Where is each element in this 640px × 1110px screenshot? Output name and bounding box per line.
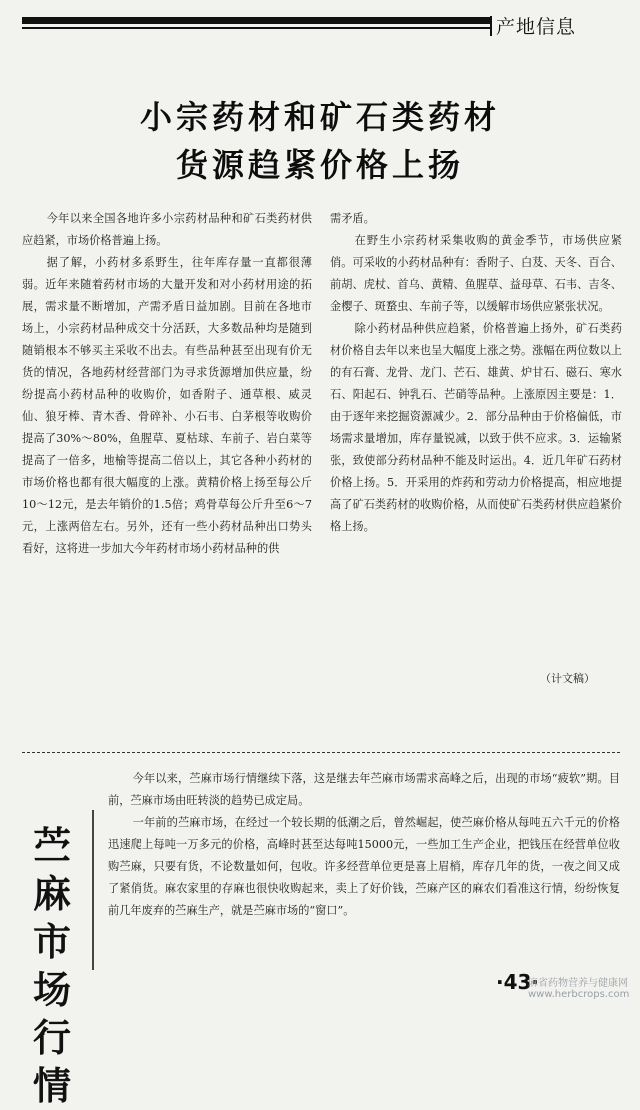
side-title-char: 场 [32,967,71,1012]
ramie-paragraph: 一年前的苎麻市场，在经过一个较长期的低潮之后，曾然崛起，使苎麻价格从每吨五六千元的价格迅速爬上每吨一万多元的价格，高峰时甚至达每吨15000元，一些加工生产企业，把钱压在经营单位收购苎麻，只要有货，不论数量如何，包收。许多经营单位更是喜上眉梢，库存几年的货，一夜之间又成了紧俏货。麻农家里的存麻也很快收购起来，卖上了好价钱，苎麻产区的麻农们看准这行情，纷纷恢复前几年废弃的苎麻生产，就是苎麻市场的“窗口”。 [108,816,620,917]
header-rule-thick [22,17,490,24]
section-divider [22,752,620,753]
watermark-line2: www.herbcrops.com [528,989,630,1000]
article-continuation: 需矛盾。 [330,212,375,225]
header-rule-thin [22,27,490,29]
article-paragraph: 除小药材品种供应趋紧，价格普遍上扬外，矿石类药材价格自去年以来也呈大幅度上涨之势。涨幅在两位数以上的有石膏、龙骨、龙门、芒石、雄黄、炉甘石、磁石、寒水石、阳起石、钟乳石、芒硝等品种。上涨原因主要是：1．由于逐年来挖掘资源减少。2．部分品种由于价格偏低，市场需求量增加，库存量锐减，以致于供不应求。3．运输紧张，致使部分药材品种不能及时运出。4．近几年矿石药材价格上扬。5．开采用的炸药和劳动力价格提高，相应地提高了矿石类药材的收购价格，从而使矿石类药材供应趋紧价格上扬。 [330,322,622,533]
article-right-column [330,208,622,673]
page-number: ·43· [496,970,540,994]
ramie-side-title [30,822,74,1110]
side-title-char: 行 [32,1015,71,1060]
article-left-column [22,208,312,748]
side-title-char: 市 [32,919,71,964]
section-tag: 产地信息 [496,12,620,36]
header-rule [22,16,490,30]
article-paragraph: 据了解，小药材多系野生，往年库存量一直都很薄弱。近年来随着药材市场的大量开发和对小药材用途的拓展，需求量不断增加，产需矛盾日益加剧。目前在各地市场上，小宗药材品种成交十分活跃，大多数品种均是随到随销根本不够买主采收不出去。有些品种甚至出现有价无货的情况，各地药材经营部门为寻求货源增加供应量，纷纷提高小药材品种的收购价，如香附子、通草根、威灵仙、狼牙棒、青木香、骨碎补、小石韦、白茅根等收购价提高了30%～80%，鱼腥草、夏枯球、车前子、岩白菜等提高了一倍多，地榆等提高二倍以上，其它各种小药材的市场价格也都有很大幅度的上涨。黄精价格上扬至每公斤10～12元，是去年销价的1.5倍；鸡骨草每公斤升至6～7元，上涨两倍左右。另外，还有一些小药材品种出口势头看好，这将进一步加大今年药材市场小药材品种的供 [22,256,312,555]
ramie-paragraph: 今年以来，苎麻市场行情继续下落，这是继去年苎麻市场需求高峰之后，出现的市场“疲软”期。目前，苎麻市场由旺转淡的趋势已成定局。 [108,772,620,807]
watermark [528,978,629,1000]
article-title-line2: 货源趋紧价格上扬 [175,146,464,184]
article-paragraph: 在野生小宗药材采集收购的黄金季节，市场供应紧俏。可采收的小药材品种有：香附子、白芨、天冬、百合、前胡、虎杖、首乌、黄精、鱼腥草、益母草、石韦、吉冬、金樱子、斑蝥虫、车前子等，以缓解市场供应紧张状况。 [330,234,622,313]
side-title-char: 情 [32,1063,71,1108]
article-paragraph: 今年以来全国各地许多小宗药材品种和矿石类药材供应趋紧，市场价格普遍上扬。 [22,212,312,247]
ramie-article-body [108,768,620,968]
article-title-line1: 小宗药材和矿石类药材 [139,98,500,136]
side-rule [92,810,94,970]
article-author: （计文稿） [540,672,595,685]
side-title-char: 麻 [32,871,71,916]
side-title-char: 苎 [32,823,71,868]
watermark-line1: 麻省药物营养与健康网 [528,978,628,989]
